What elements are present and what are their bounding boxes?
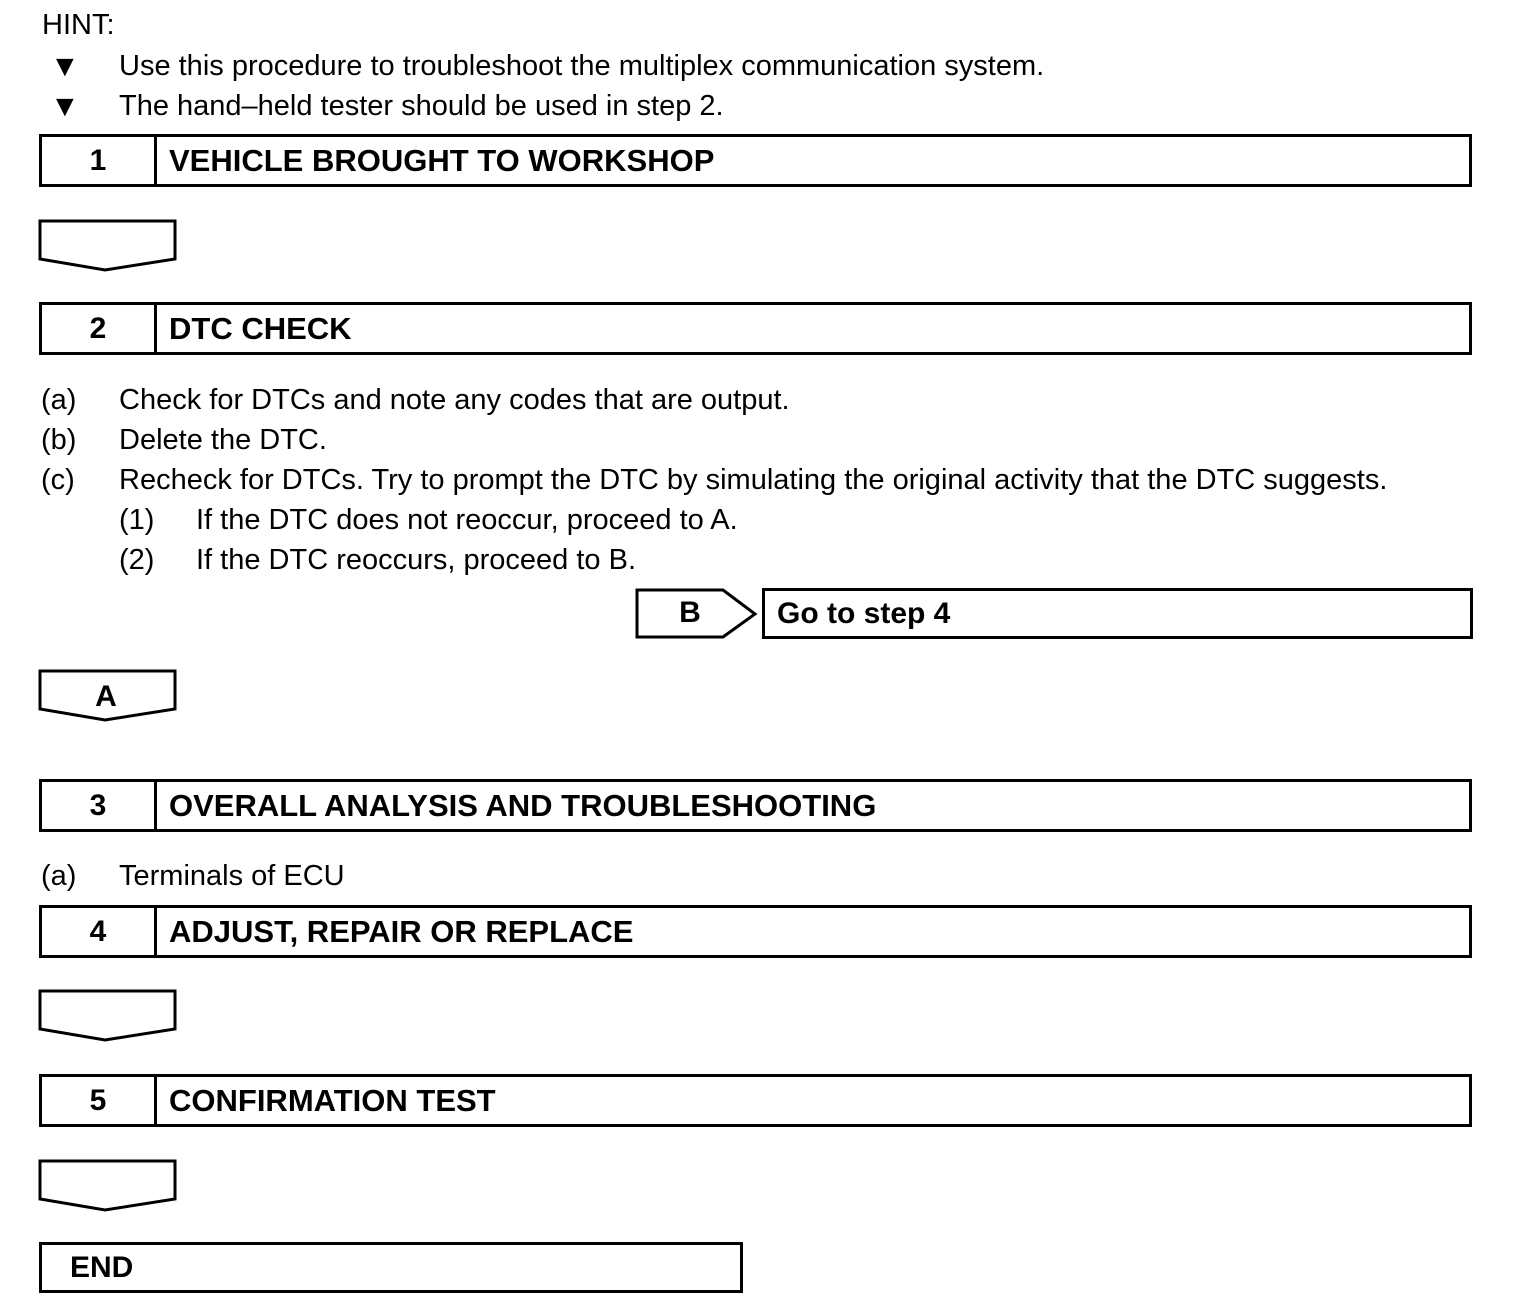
branch-b-label: B: [679, 596, 701, 629]
step-4-box: [39, 905, 1472, 958]
triangle-down-icon: ▼: [50, 90, 80, 123]
instruction-marker: (c): [41, 464, 75, 496]
step-number: 1: [42, 137, 157, 184]
step-title: CONFIRMATION TEST: [169, 1082, 496, 1118]
end-box: END: [39, 1242, 743, 1293]
instruction-text: Terminals of ECU: [119, 860, 345, 892]
instruction-marker: (a): [41, 384, 77, 416]
hint-item: Use this procedure to troubleshoot the multiplex communication system.: [119, 50, 1045, 82]
instruction-marker: (a): [41, 860, 77, 892]
branch-a-label: A: [95, 680, 117, 713]
hint-label: HINT:: [42, 9, 115, 41]
step-number: 2: [42, 305, 157, 352]
instruction-marker: (b): [41, 424, 77, 456]
step-title: DTC CHECK: [169, 310, 352, 346]
hint-item: The hand–held tester should be used in step 2.: [119, 90, 724, 122]
flow-arrow-icon: [38, 989, 178, 1043]
step-1-box: [39, 134, 1472, 187]
step-3-box: [39, 779, 1472, 832]
step-number: 4: [42, 908, 157, 955]
sub-instruction-marker: (2): [119, 544, 155, 576]
step-title: ADJUST, REPAIR OR REPLACE: [169, 913, 634, 949]
instruction-text: Delete the DTC.: [119, 424, 327, 456]
sub-instruction-text: If the DTC does not reoccur, proceed to A.: [196, 504, 738, 536]
flow-arrow-icon: [38, 1159, 178, 1213]
step-number: 3: [42, 782, 157, 829]
step-title: OVERALL ANALYSIS AND TROUBLESHOOTING: [169, 787, 877, 823]
step-2-box: [39, 302, 1472, 355]
step-number: 5: [42, 1077, 157, 1124]
triangle-down-icon: ▼: [50, 50, 80, 83]
instruction-text: Check for DTCs and note any codes that are output.: [119, 384, 790, 416]
instruction-text: Recheck for DTCs. Try to prompt the DTC by simulating the original activity that the DTC suggests.: [119, 464, 1388, 496]
sub-instruction-marker: (1): [119, 504, 155, 536]
flow-arrow-icon: [38, 219, 178, 273]
step-title: VEHICLE BROUGHT TO WORKSHOP: [169, 142, 715, 178]
goto-step-box: Go to step 4: [762, 588, 1473, 639]
step-5-box: [39, 1074, 1472, 1127]
sub-instruction-text: If the DTC reoccurs, proceed to B.: [196, 544, 637, 576]
